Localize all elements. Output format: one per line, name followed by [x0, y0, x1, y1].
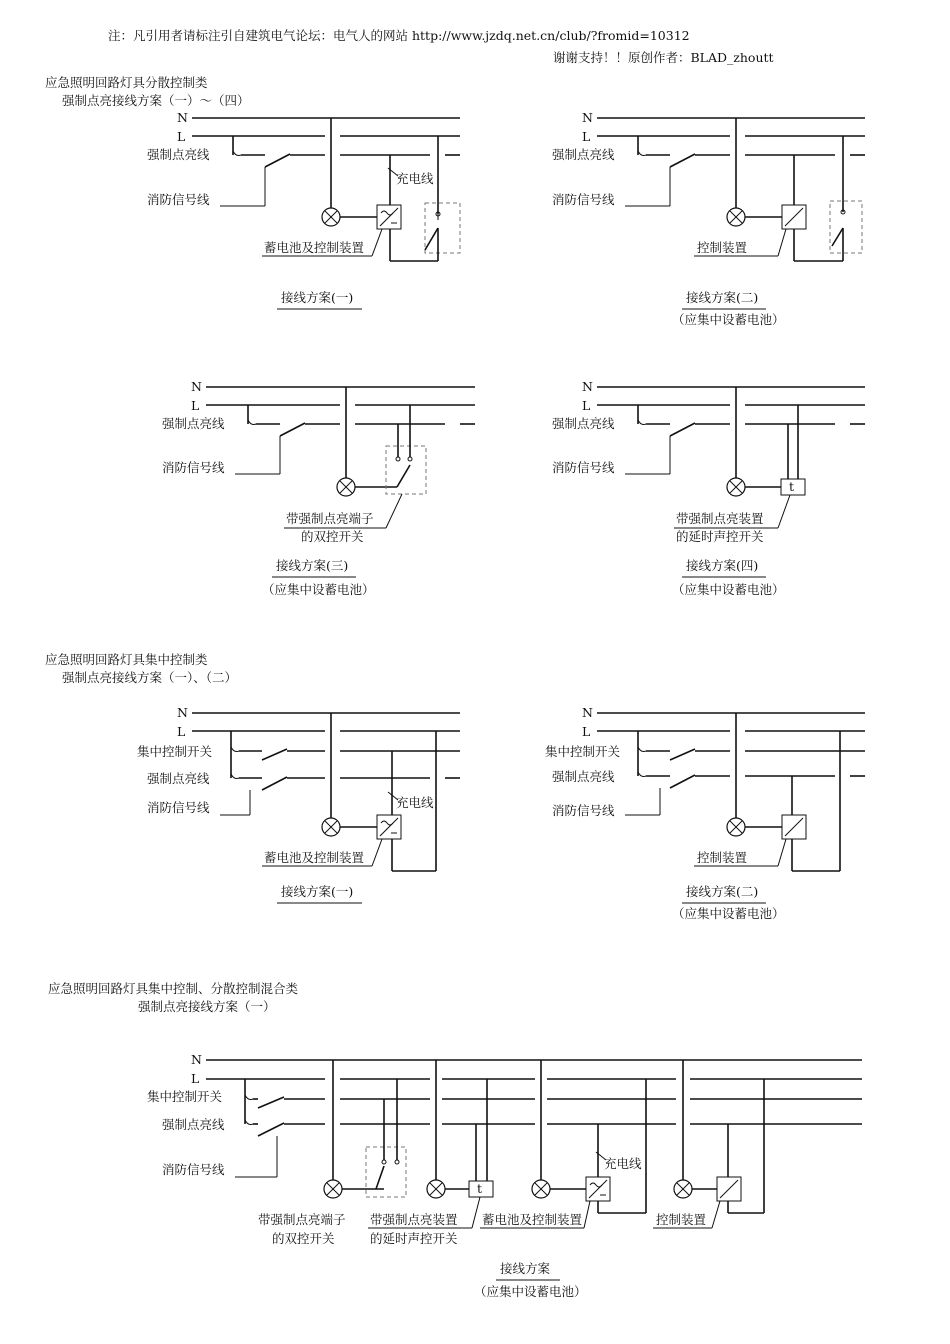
- label-forced-line: 强制点亮线: [162, 416, 225, 431]
- label-dual-switch-2: 的双控开关: [272, 1231, 335, 1246]
- label-l: L: [582, 129, 591, 144]
- label-n: N: [582, 379, 593, 394]
- label-battery-ctrl: 蓄电池及控制装置: [482, 1212, 583, 1227]
- label-delay-switch-2: 的延时声控开关: [370, 1231, 458, 1246]
- label-n: N: [582, 110, 593, 125]
- label-n: N: [191, 1052, 202, 1067]
- diagram-dispersed-scheme-2: [552, 110, 865, 327]
- label-fire-signal: 消防信号线: [552, 460, 615, 475]
- label-l: L: [177, 724, 186, 739]
- label-forced-line: 强制点亮线: [552, 416, 615, 431]
- header-thanks: 谢谢支持！！原创作者：BLAD_zhoutt: [553, 50, 774, 65]
- label-delay-switch-2: 的延时声控开关: [676, 529, 764, 544]
- label-l: L: [191, 1071, 200, 1086]
- diagram-central-scheme-1: [137, 705, 460, 903]
- label-forced-line: 强制点亮线: [147, 147, 210, 162]
- label-forced-line: 强制点亮线: [147, 771, 210, 786]
- scheme-note: （应集中设蓄电池）: [672, 582, 785, 597]
- diagram-central-scheme-2: [545, 705, 865, 921]
- label-ctrl-device: 控制装置: [697, 240, 748, 255]
- section-subtitle-dispersed: 强制点亮接线方案（一）～（四）: [62, 93, 250, 108]
- header-note: 注：凡引用者请标注引自建筑电气论坛：电气人的网站 http://www.jzdq.net.cn/club/?fromid=10312: [108, 28, 690, 43]
- scheme-note: （应集中设蓄电池）: [262, 582, 375, 597]
- label-l: L: [177, 129, 186, 144]
- label-dual-switch-1: 带强制点亮端子: [286, 511, 374, 526]
- scheme-title: 接线方案: [500, 1261, 551, 1276]
- scheme-title: 接线方案(二): [686, 884, 759, 899]
- timer-symbol: t: [789, 479, 795, 494]
- label-central-switch: 集中控制开关: [147, 1089, 223, 1104]
- diagram-dispersed-scheme-4: [552, 379, 865, 597]
- label-fire-signal: 消防信号线: [552, 803, 615, 818]
- diagram-mixed-scheme: [147, 1052, 862, 1299]
- label-central-switch: 集中控制开关: [545, 744, 621, 759]
- diagram-dispersed-scheme-3: [162, 379, 475, 597]
- label-delay-switch-1: 带强制点亮装置: [370, 1212, 458, 1227]
- label-fire-signal: 消防信号线: [162, 1162, 225, 1177]
- label-delay-switch-1: 带强制点亮装置: [676, 511, 764, 526]
- section-title-central: 应急照明回路灯具集中控制类: [45, 652, 208, 667]
- label-ctrl-device: 控制装置: [656, 1212, 707, 1227]
- label-forced-line: 强制点亮线: [552, 147, 615, 162]
- label-battery-ctrl: 蓄电池及控制装置: [264, 240, 365, 255]
- label-fire-signal: 消防信号线: [147, 800, 210, 815]
- scheme-title: 接线方案(三): [276, 558, 349, 573]
- label-l: L: [582, 398, 591, 413]
- scheme-note: （应集中设蓄电池）: [672, 312, 785, 327]
- label-forced-line: 强制点亮线: [162, 1117, 225, 1132]
- label-dual-switch-2: 的双控开关: [301, 529, 364, 544]
- scheme-title: 接线方案(一): [281, 290, 354, 305]
- label-charge-line: 充电线: [396, 171, 434, 186]
- label-l: L: [582, 724, 591, 739]
- scheme-title: 接线方案(二): [686, 290, 759, 305]
- label-fire-signal: 消防信号线: [552, 192, 615, 207]
- label-fire-signal: 消防信号线: [147, 192, 210, 207]
- scheme-note: （应集中设蓄电池）: [474, 1284, 587, 1299]
- label-ctrl-device: 控制装置: [697, 850, 748, 865]
- label-dual-switch-1: 带强制点亮端子: [258, 1212, 346, 1227]
- label-n: N: [582, 705, 593, 720]
- scheme-note: （应集中设蓄电池）: [672, 906, 785, 921]
- section-title-mixed: 应急照明回路灯具集中控制、分散控制混合类: [48, 981, 299, 996]
- section-subtitle-central: 强制点亮接线方案（一）、（二）: [62, 670, 238, 685]
- scheme-title: 接线方案(四): [686, 558, 759, 573]
- label-battery-ctrl: 蓄电池及控制装置: [264, 850, 365, 865]
- scheme-title: 接线方案(一): [281, 884, 354, 899]
- timer-symbol: t: [477, 1181, 483, 1196]
- label-l: L: [191, 398, 200, 413]
- label-central-switch: 集中控制开关: [137, 744, 213, 759]
- section-subtitle-mixed: 强制点亮接线方案（一）: [138, 999, 276, 1014]
- label-charge-line: 充电线: [604, 1156, 642, 1171]
- diagram-dispersed-scheme-1: [147, 110, 460, 309]
- section-title-dispersed: 应急照明回路灯具分散控制类: [45, 75, 208, 90]
- label-charge-line: 充电线: [396, 795, 434, 810]
- label-n: N: [177, 705, 188, 720]
- label-n: N: [177, 110, 188, 125]
- label-n: N: [191, 379, 202, 394]
- label-forced-line: 强制点亮线: [552, 769, 615, 784]
- label-fire-signal: 消防信号线: [162, 460, 225, 475]
